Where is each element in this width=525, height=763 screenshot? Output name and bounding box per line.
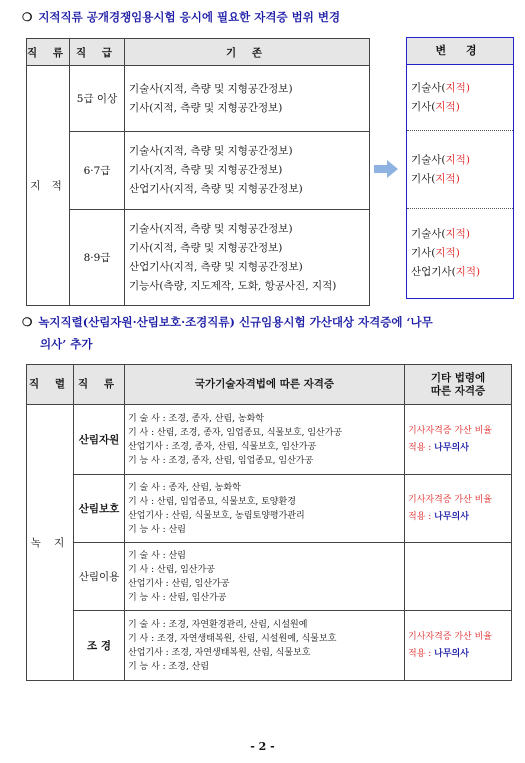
item-line: 기 사 : 산림, 조경, 종자, 임업종묘, 식물보호, 임산가공 <box>128 427 343 438</box>
items-cell <box>125 611 405 681</box>
series-cell: 조 경 <box>74 611 125 681</box>
series-cell: 산림보호 <box>74 475 125 543</box>
heading-1 <box>22 9 340 25</box>
item-line: 기 능 사 : 산림 <box>128 524 186 535</box>
other-cell <box>405 543 512 611</box>
item-line: 산업기사 : 조경, 종자, 산림, 식물보호, 임산가공 <box>128 441 317 452</box>
heading-1-text: 지적직류 공개경쟁임용시험 응시에 필요한 자격증 범위 변경 <box>38 10 341 24</box>
group-cell: 녹 지 <box>27 405 74 681</box>
existing-cell <box>125 132 370 210</box>
item-line: 기 능 사 : 조경, 종자, 산림, 임업종묘, 임산가공 <box>128 455 314 466</box>
col-header-group: 직 렬 <box>27 365 74 405</box>
change-column <box>406 37 514 299</box>
item-line: 기 사 : 산림, 임산가공 <box>128 564 215 575</box>
existing-line: 기사(지적, 측량 및 지형공간정보) <box>129 241 283 254</box>
change-line: 기술사(지적) <box>411 81 470 94</box>
qualification-table-greenery <box>26 364 512 681</box>
existing-line: 기능사(측량, 지도제작, 도화, 항공사진, 지적) <box>129 279 337 292</box>
existing-cell <box>125 66 370 132</box>
series-cell: 산림이용 <box>74 543 125 611</box>
item-line: 기 능 사 : 산림, 임산가공 <box>128 592 227 603</box>
existing-line: 기사(지적, 측량 및 지형공간정보) <box>129 164 283 176</box>
item-line: 기 술 사 : 종자, 산림, 농화학 <box>128 482 241 493</box>
other-cell: 기사자격증 가산 비율 적용 : 나무의사 <box>405 611 512 681</box>
qualification-table-existing <box>26 38 370 306</box>
item-line: 산업기사 : 산림, 식물보호, 농림토양평가관리 <box>128 510 305 521</box>
item-line: 기 능 사 : 조경, 산림 <box>128 661 210 672</box>
existing-cell <box>125 210 370 306</box>
series-cell: 산림자원 <box>74 405 125 475</box>
change-line: 기사(지적) <box>411 246 460 259</box>
change-line: 기사(지적) <box>411 172 460 185</box>
item-line: 산업기사 : 조경, 자연생태복원, 산림, 식물보호 <box>128 647 311 658</box>
item-line: 기 사 : 조경, 자연생태복원, 산림, 시설원예, 식물보호 <box>128 633 337 644</box>
existing-line: 기술사(지적, 측량 및 지형공간정보) <box>129 222 293 235</box>
change-cell <box>407 131 513 209</box>
bullet-icon: ❍ <box>22 10 33 24</box>
bullet-icon: ❍ <box>22 315 33 329</box>
change-line: 기사(지적) <box>411 100 460 113</box>
item-line: 기 술 사 : 조경, 자연환경관리, 산림, 시설원예 <box>128 619 308 630</box>
col-header-grade: 직 급 <box>70 39 125 66</box>
col-header-existing: 기 존 <box>125 39 370 66</box>
existing-line: 기술사(지적, 측량 및 지형공간정보) <box>129 145 293 157</box>
items-cell <box>125 543 405 611</box>
existing-line: 산업기사(지적, 측량 및 지형공간정보) <box>129 260 303 273</box>
heading-2-text-cont: 의사’ 추가 <box>40 337 93 351</box>
page-number: - 2 - <box>250 740 275 753</box>
existing-line: 산업기사(지적, 측량 및 지형공간정보) <box>129 183 303 195</box>
col-header-change: 변 경 <box>407 38 513 65</box>
existing-line: 기사(지적, 측량 및 지형공간정보) <box>129 101 283 114</box>
change-cell <box>407 65 513 131</box>
col-header-national: 국가기술자격법에 따른 자격증 <box>125 365 405 405</box>
change-line: 산업기사(지적) <box>411 265 481 278</box>
change-line: 기술사(지적) <box>411 227 470 240</box>
other-cell: 기사자격증 가산 비율 적용 : 나무의사 <box>405 475 512 543</box>
heading-2-text: 녹지직렬(산림자원·산림보호·조경직류) 신규임용시험 가산대상 자격증에 ‘나무 <box>38 315 433 329</box>
heading-2-cont <box>40 336 92 352</box>
change-cell <box>407 209 513 297</box>
grade-cell: 6·7급 <box>70 132 125 210</box>
right-arrow-icon <box>374 160 398 178</box>
change-line: 기술사(지적) <box>411 153 470 166</box>
items-cell <box>125 405 405 475</box>
grade-cell: 8·9급 <box>70 210 125 306</box>
grade-cell: 5급 이상 <box>70 66 125 132</box>
col-header-series: 직 류 <box>27 39 70 66</box>
other-cell: 기사자격증 가산 비율 적용 : 나무의사 <box>405 405 512 475</box>
series-cell: 지 적 <box>27 66 70 306</box>
existing-line: 기술사(지적, 측량 및 지형공간정보) <box>129 82 293 95</box>
item-line: 산업기사 : 산림, 임산가공 <box>128 578 230 589</box>
heading-2 <box>22 314 433 330</box>
col-header-series: 직 류 <box>74 365 125 405</box>
item-line: 기 사 : 산림, 임업종묘, 식물보호, 토양환경 <box>128 496 296 507</box>
items-cell <box>125 475 405 543</box>
item-line: 기 술 사 : 조경, 종자, 산림, 농화학 <box>128 413 264 424</box>
item-line: 기 술 사 : 산림 <box>128 550 186 561</box>
col-header-other: 기타 법령에 따른 자격증 <box>405 365 512 405</box>
